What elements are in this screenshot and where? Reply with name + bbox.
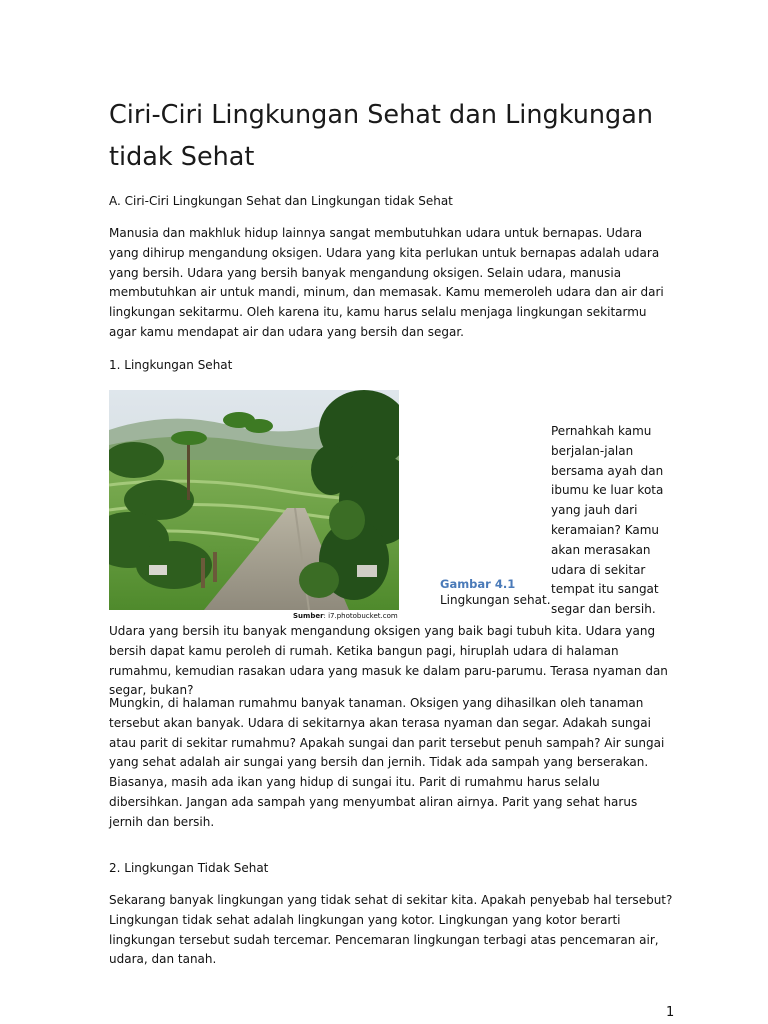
side-paragraph: Pernahkah kamu berjalan-jalan bersama ayah dan ibumu ke luar kota yang jauh dari keramaian? Kamu akan merasakan udara di sekitar tempat itu sangat segar dan bersih. <box>551 424 664 617</box>
figure-caption-text: Lingkungan sehat. <box>440 593 551 607</box>
section-2-heading: 2. Lingkungan Tidak Sehat <box>109 861 269 875</box>
page-title: Ciri-Ciri Lingkungan Sehat dan Lingkungan tidak Sehat <box>109 100 654 172</box>
section-a-heading: A. Ciri-Ciri Lingkungan Sehat dan Lingkungan tidak Sehat <box>109 194 453 208</box>
paragraph-3: Mungkin, di halaman rumahmu banyak tanaman. Oksigen yang dihasilkan oleh tanaman tersebut akan banyak. Udara di sekitarnya akan terasa nyaman dan segar. Adakah sungai atau parit di sekitar rumahmu? Apakah sungai dan parit tersebut penuh sampah? Air sungai yang sehat adalah air sungai yang bersih dan jernih. Tidak ada sampah yang berserakan. Biasanya, masih ada ikan yang hidup di sungai itu. Parit di rumahmu harus selalu dibersihkan. Jangan ada sampah yang menyumbat aliran airnya. Parit yang sehat harus jernih dan bersih. <box>109 696 665 829</box>
figure-caption-number: Gambar 4.1 <box>440 577 516 591</box>
page-number: 1 <box>666 1005 675 1020</box>
section-1-heading: 1. Lingkungan Sehat <box>109 358 233 372</box>
landscape-photo <box>109 390 399 610</box>
source-label: Sumber <box>293 612 324 620</box>
source-text: : i7.photobucket.com <box>323 612 398 620</box>
figure-source <box>293 612 398 620</box>
paragraph-2: Udara yang bersih itu banyak mengandung oksigen yang baik bagi tubuh kita. Udara yang bersih dapat kamu peroleh di rumah. Ketika bangun pagi, hiruplah udara di halaman rumahmu, kemudian rasakan udara yang masuk ke dalam paru-parumu. Terasa nyaman dan segar, bukan? <box>109 624 668 698</box>
landscape-illustration <box>109 390 399 610</box>
paragraph-4: Sekarang banyak lingkungan yang tidak sehat di sekitar kita. Apakah penyebab hal tersebut? Lingkungan tidak sehat adalah lingkungan yang kotor. Lingkungan yang kotor berarti lingkungan tersebut sudah tercemar. Pencemaran lingkungan terbagi atas pencemaran air, udara, dan tanah. <box>109 893 673 967</box>
intro-paragraph: Manusia dan makhluk hidup lainnya sangat membutuhkan udara untuk bernapas. Udara yang dihirup mengandung oksigen. Udara yang kita perlukan untuk bernapas adalah udara yang bersih. Udara yang bersih banyak mengandung oksigen. Selain udara, manusia membutuhkan air untuk mandi, minum, dan memasak. Kamu memeroleh udara dan air dari lingkungan sekitarmu. Oleh karena itu, kamu harus selalu menjaga lingkungan sekitarmu agar kamu mendapat air dan udara yang bersih dan segar. <box>109 226 664 339</box>
